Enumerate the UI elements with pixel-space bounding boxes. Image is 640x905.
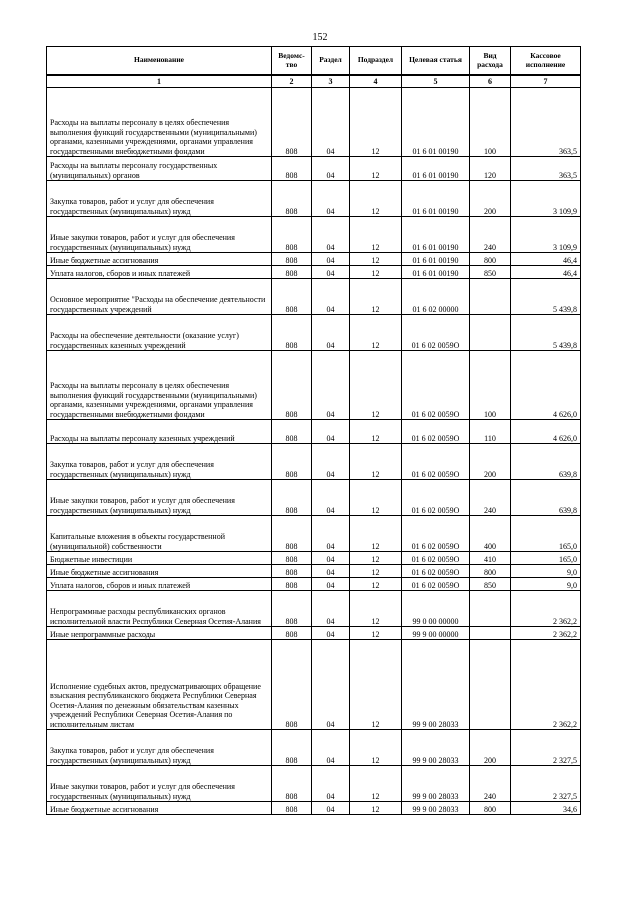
- row-vedomstvo: 808: [272, 88, 312, 157]
- row-celevaya-statya: 01 6 02 0059О: [402, 315, 470, 351]
- row-kassovoe-ispolnenie: 2 327,5: [511, 730, 581, 766]
- row-vedomstvo: 808: [272, 578, 312, 591]
- row-name: Закупка товаров, работ и услуг для обеспечения государственных (муниципальных) нужд: [47, 444, 272, 480]
- row-podrazdel: 12: [350, 253, 402, 266]
- row-celevaya-statya: 99 9 00 00000: [402, 627, 470, 640]
- row-vid-raskhoda: 800: [470, 565, 511, 578]
- row-celevaya-statya: 99 0 00 00000: [402, 591, 470, 627]
- row-kassovoe-ispolnenie: 34,6: [511, 802, 581, 815]
- table-row: [47, 444, 581, 480]
- row-podrazdel: 12: [350, 444, 402, 480]
- row-razdel: 04: [312, 591, 350, 627]
- row-kassovoe-ispolnenie: 2 327,5: [511, 766, 581, 802]
- row-vedomstvo: 808: [272, 640, 312, 730]
- row-vid-raskhoda: 200: [470, 181, 511, 217]
- row-kassovoe-ispolnenie: 363,5: [511, 88, 581, 157]
- table-row: [47, 315, 581, 351]
- row-podrazdel: 12: [350, 766, 402, 802]
- row-vid-raskhoda: 110: [470, 420, 511, 444]
- row-name: Иные бюджетные ассигнования: [47, 802, 272, 815]
- row-podrazdel: 12: [350, 591, 402, 627]
- row-podrazdel: 12: [350, 351, 402, 420]
- row-vid-raskhoda: 240: [470, 480, 511, 516]
- row-kassovoe-ispolnenie: 2 362,2: [511, 640, 581, 730]
- row-razdel: 04: [312, 88, 350, 157]
- row-celevaya-statya: 01 6 01 00190: [402, 157, 470, 181]
- row-celevaya-statya: 01 6 02 0059О: [402, 420, 470, 444]
- table-body: [47, 88, 581, 815]
- table-row: [47, 480, 581, 516]
- row-kassovoe-ispolnenie: 165,0: [511, 516, 581, 552]
- row-podrazdel: 12: [350, 279, 402, 315]
- row-razdel: 04: [312, 480, 350, 516]
- row-vid-raskhoda: 240: [470, 766, 511, 802]
- row-vid-raskhoda: [470, 640, 511, 730]
- row-celevaya-statya: 99 9 00 28033: [402, 802, 470, 815]
- row-vid-raskhoda: [470, 279, 511, 315]
- header-celevaya-statya: Целевая статья: [402, 47, 470, 76]
- table-row: [47, 351, 581, 420]
- row-razdel: 04: [312, 217, 350, 253]
- table-row: [47, 766, 581, 802]
- row-vid-raskhoda: 200: [470, 730, 511, 766]
- header-kassovoe-ispolnenie: Кассовое исполнение: [511, 47, 581, 76]
- row-razdel: 04: [312, 279, 350, 315]
- row-vedomstvo: 808: [272, 157, 312, 181]
- table-row: [47, 279, 581, 315]
- row-vedomstvo: 808: [272, 217, 312, 253]
- row-kassovoe-ispolnenie: 3 109,9: [511, 181, 581, 217]
- header-vid-raskhoda: Вид расхода: [470, 47, 511, 76]
- row-vedomstvo: 808: [272, 802, 312, 815]
- column-number: 1: [47, 75, 272, 88]
- row-vedomstvo: 808: [272, 552, 312, 565]
- row-razdel: 04: [312, 181, 350, 217]
- row-razdel: 04: [312, 420, 350, 444]
- table-row: [47, 640, 581, 730]
- row-celevaya-statya: 01 6 02 0059О: [402, 565, 470, 578]
- row-podrazdel: 12: [350, 516, 402, 552]
- row-vedomstvo: 808: [272, 766, 312, 802]
- row-kassovoe-ispolnenie: 2 362,2: [511, 591, 581, 627]
- row-name: Расходы на обеспечение деятельности (оказание услуг) государственных казенных учреждений: [47, 315, 272, 351]
- row-celevaya-statya: 01 6 02 0059О: [402, 444, 470, 480]
- row-razdel: 04: [312, 552, 350, 565]
- row-kassovoe-ispolnenie: 639,8: [511, 480, 581, 516]
- row-razdel: 04: [312, 730, 350, 766]
- table-row: [47, 565, 581, 578]
- row-kassovoe-ispolnenie: 363,5: [511, 157, 581, 181]
- row-kassovoe-ispolnenie: 4 626,0: [511, 420, 581, 444]
- row-vid-raskhoda: 200: [470, 444, 511, 480]
- row-kassovoe-ispolnenie: 9,0: [511, 578, 581, 591]
- row-razdel: 04: [312, 802, 350, 815]
- row-name: Непрограммные расходы республиканских органов исполнительной власти Республики Северная Осетия-Алания: [47, 591, 272, 627]
- row-podrazdel: 12: [350, 266, 402, 279]
- row-name: Расходы на выплаты персоналу казенных учреждений: [47, 420, 272, 444]
- row-celevaya-statya: 01 6 02 0059О: [402, 516, 470, 552]
- row-podrazdel: 12: [350, 565, 402, 578]
- table-row: [47, 627, 581, 640]
- row-razdel: 04: [312, 444, 350, 480]
- row-razdel: 04: [312, 157, 350, 181]
- row-vedomstvo: 808: [272, 565, 312, 578]
- row-name: Расходы на выплаты персоналу в целях обеспечения выполнения функций государственными (муниципальными) органами, казенными учреждениями, органами управления государственными внебюджетными фондами: [47, 351, 272, 420]
- column-number: 2: [272, 75, 312, 88]
- row-podrazdel: 12: [350, 88, 402, 157]
- row-podrazdel: 12: [350, 420, 402, 444]
- row-podrazdel: 12: [350, 157, 402, 181]
- row-celevaya-statya: 99 9 00 28033: [402, 730, 470, 766]
- row-vid-raskhoda: 100: [470, 88, 511, 157]
- column-number-row: [47, 75, 581, 88]
- header-row: [47, 47, 581, 76]
- row-razdel: 04: [312, 351, 350, 420]
- page-number: 152: [312, 32, 328, 43]
- row-kassovoe-ispolnenie: 165,0: [511, 552, 581, 565]
- row-podrazdel: 12: [350, 627, 402, 640]
- header-name: Наименование: [47, 47, 272, 76]
- row-celevaya-statya: 01 6 01 00190: [402, 266, 470, 279]
- row-kassovoe-ispolnenie: 46,4: [511, 266, 581, 279]
- row-kassovoe-ispolnenie: 639,8: [511, 444, 581, 480]
- table-row: [47, 578, 581, 591]
- table-row: [47, 157, 581, 181]
- table-row: [47, 181, 581, 217]
- row-celevaya-statya: 99 9 00 28033: [402, 766, 470, 802]
- row-vedomstvo: 808: [272, 266, 312, 279]
- row-vid-raskhoda: 850: [470, 266, 511, 279]
- row-celevaya-statya: 01 6 01 00190: [402, 181, 470, 217]
- row-name: Уплата налогов, сборов и иных платежей: [47, 266, 272, 279]
- row-vid-raskhoda: 850: [470, 578, 511, 591]
- row-vedomstvo: 808: [272, 627, 312, 640]
- header-razdel: Раздел: [312, 47, 350, 76]
- table-header: [47, 47, 581, 88]
- row-vid-raskhoda: [470, 627, 511, 640]
- row-vedomstvo: 808: [272, 480, 312, 516]
- row-name: Бюджетные инвестиции: [47, 552, 272, 565]
- row-vedomstvo: 808: [272, 516, 312, 552]
- row-podrazdel: 12: [350, 730, 402, 766]
- row-vid-raskhoda: [470, 591, 511, 627]
- row-celevaya-statya: 01 6 02 0059О: [402, 480, 470, 516]
- row-name: Основное мероприятие "Расходы на обеспечение деятельности государственных учреждений: [47, 279, 272, 315]
- row-name: Исполнение судебных актов, предусматривающих обращение взыскания республиканского бюджета Республики Северная Осетия-Алания по денежным обязательствам казенных учреждений Республики Северная Осетия-Алания по исполнительным листам: [47, 640, 272, 730]
- row-celevaya-statya: 99 9 00 28033: [402, 640, 470, 730]
- header-vedomstvo: Ведомс-тво: [272, 47, 312, 76]
- row-name: Расходы на выплаты персоналу в целях обеспечения выполнения функций государственными (муниципальными) органами, казенными учреждениями, органами управления государственными внебюджетными фондами: [47, 88, 272, 157]
- row-name: Закупка товаров, работ и услуг для обеспечения государственных (муниципальных) нужд: [47, 181, 272, 217]
- row-podrazdel: 12: [350, 640, 402, 730]
- row-celevaya-statya: 01 6 01 00190: [402, 253, 470, 266]
- row-vedomstvo: 808: [272, 315, 312, 351]
- row-vid-raskhoda: 800: [470, 253, 511, 266]
- row-razdel: 04: [312, 578, 350, 591]
- row-vedomstvo: 808: [272, 444, 312, 480]
- header-podrazdel: Подраздел: [350, 47, 402, 76]
- row-celevaya-statya: 01 6 02 00000: [402, 279, 470, 315]
- table-row: [47, 516, 581, 552]
- row-kassovoe-ispolnenie: 5 439,8: [511, 315, 581, 351]
- row-razdel: 04: [312, 627, 350, 640]
- row-name: Иные закупки товаров, работ и услуг для обеспечения государственных (муниципальных) нужд: [47, 217, 272, 253]
- row-name: Иные закупки товаров, работ и услуг для обеспечения государственных (муниципальных) нужд: [47, 766, 272, 802]
- row-razdel: 04: [312, 766, 350, 802]
- row-celevaya-statya: 01 6 01 00190: [402, 88, 470, 157]
- row-razdel: 04: [312, 516, 350, 552]
- row-kassovoe-ispolnenie: 46,4: [511, 253, 581, 266]
- row-podrazdel: 12: [350, 315, 402, 351]
- column-number: 7: [511, 75, 581, 88]
- row-vid-raskhoda: 400: [470, 516, 511, 552]
- row-vid-raskhoda: [470, 315, 511, 351]
- row-kassovoe-ispolnenie: 4 626,0: [511, 351, 581, 420]
- row-celevaya-statya: 01 6 02 0059О: [402, 351, 470, 420]
- row-celevaya-statya: 01 6 01 00190: [402, 217, 470, 253]
- row-vedomstvo: 808: [272, 420, 312, 444]
- row-vid-raskhoda: 120: [470, 157, 511, 181]
- row-vid-raskhoda: 410: [470, 552, 511, 565]
- row-kassovoe-ispolnenie: 5 439,8: [511, 279, 581, 315]
- row-razdel: 04: [312, 640, 350, 730]
- row-name: Капитальные вложения в объекты государственной (муниципальной) собственности: [47, 516, 272, 552]
- row-vid-raskhoda: 100: [470, 351, 511, 420]
- row-vedomstvo: 808: [272, 181, 312, 217]
- row-name: Расходы на выплаты персоналу государственных (муниципальных) органов: [47, 157, 272, 181]
- row-podrazdel: 12: [350, 802, 402, 815]
- row-razdel: 04: [312, 266, 350, 279]
- table-row: [47, 730, 581, 766]
- table-row: [47, 802, 581, 815]
- column-number: 5: [402, 75, 470, 88]
- row-kassovoe-ispolnenie: 2 362,2: [511, 627, 581, 640]
- row-vedomstvo: 808: [272, 351, 312, 420]
- row-name: Иные закупки товаров, работ и услуг для обеспечения государственных (муниципальных) нужд: [47, 480, 272, 516]
- row-vid-raskhoda: 240: [470, 217, 511, 253]
- row-name: Уплата налогов, сборов и иных платежей: [47, 578, 272, 591]
- row-kassovoe-ispolnenie: 3 109,9: [511, 217, 581, 253]
- table-row: [47, 591, 581, 627]
- row-vedomstvo: 808: [272, 591, 312, 627]
- row-razdel: 04: [312, 253, 350, 266]
- table-row: [47, 253, 581, 266]
- row-vedomstvo: 808: [272, 279, 312, 315]
- row-podrazdel: 12: [350, 578, 402, 591]
- row-kassovoe-ispolnenie: 9,0: [511, 565, 581, 578]
- row-razdel: 04: [312, 565, 350, 578]
- row-celevaya-statya: 01 6 02 0059О: [402, 552, 470, 565]
- row-podrazdel: 12: [350, 552, 402, 565]
- row-podrazdel: 12: [350, 181, 402, 217]
- row-podrazdel: 12: [350, 480, 402, 516]
- table-row: [47, 88, 581, 157]
- row-name: Иные непрограммные расходы: [47, 627, 272, 640]
- row-vedomstvo: 808: [272, 730, 312, 766]
- column-number: 3: [312, 75, 350, 88]
- table-row: [47, 266, 581, 279]
- column-number: 4: [350, 75, 402, 88]
- row-name: Закупка товаров, работ и услуг для обеспечения государственных (муниципальных) нужд: [47, 730, 272, 766]
- budget-execution-table: [46, 46, 581, 815]
- table-row: [47, 552, 581, 565]
- row-celevaya-statya: 01 6 02 0059О: [402, 578, 470, 591]
- column-number: 6: [470, 75, 511, 88]
- row-name: Иные бюджетные ассигнования: [47, 253, 272, 266]
- row-name: Иные бюджетные ассигнования: [47, 565, 272, 578]
- row-vid-raskhoda: 800: [470, 802, 511, 815]
- row-podrazdel: 12: [350, 217, 402, 253]
- row-vedomstvo: 808: [272, 253, 312, 266]
- row-razdel: 04: [312, 315, 350, 351]
- table-row: [47, 420, 581, 444]
- table-row: [47, 217, 581, 253]
